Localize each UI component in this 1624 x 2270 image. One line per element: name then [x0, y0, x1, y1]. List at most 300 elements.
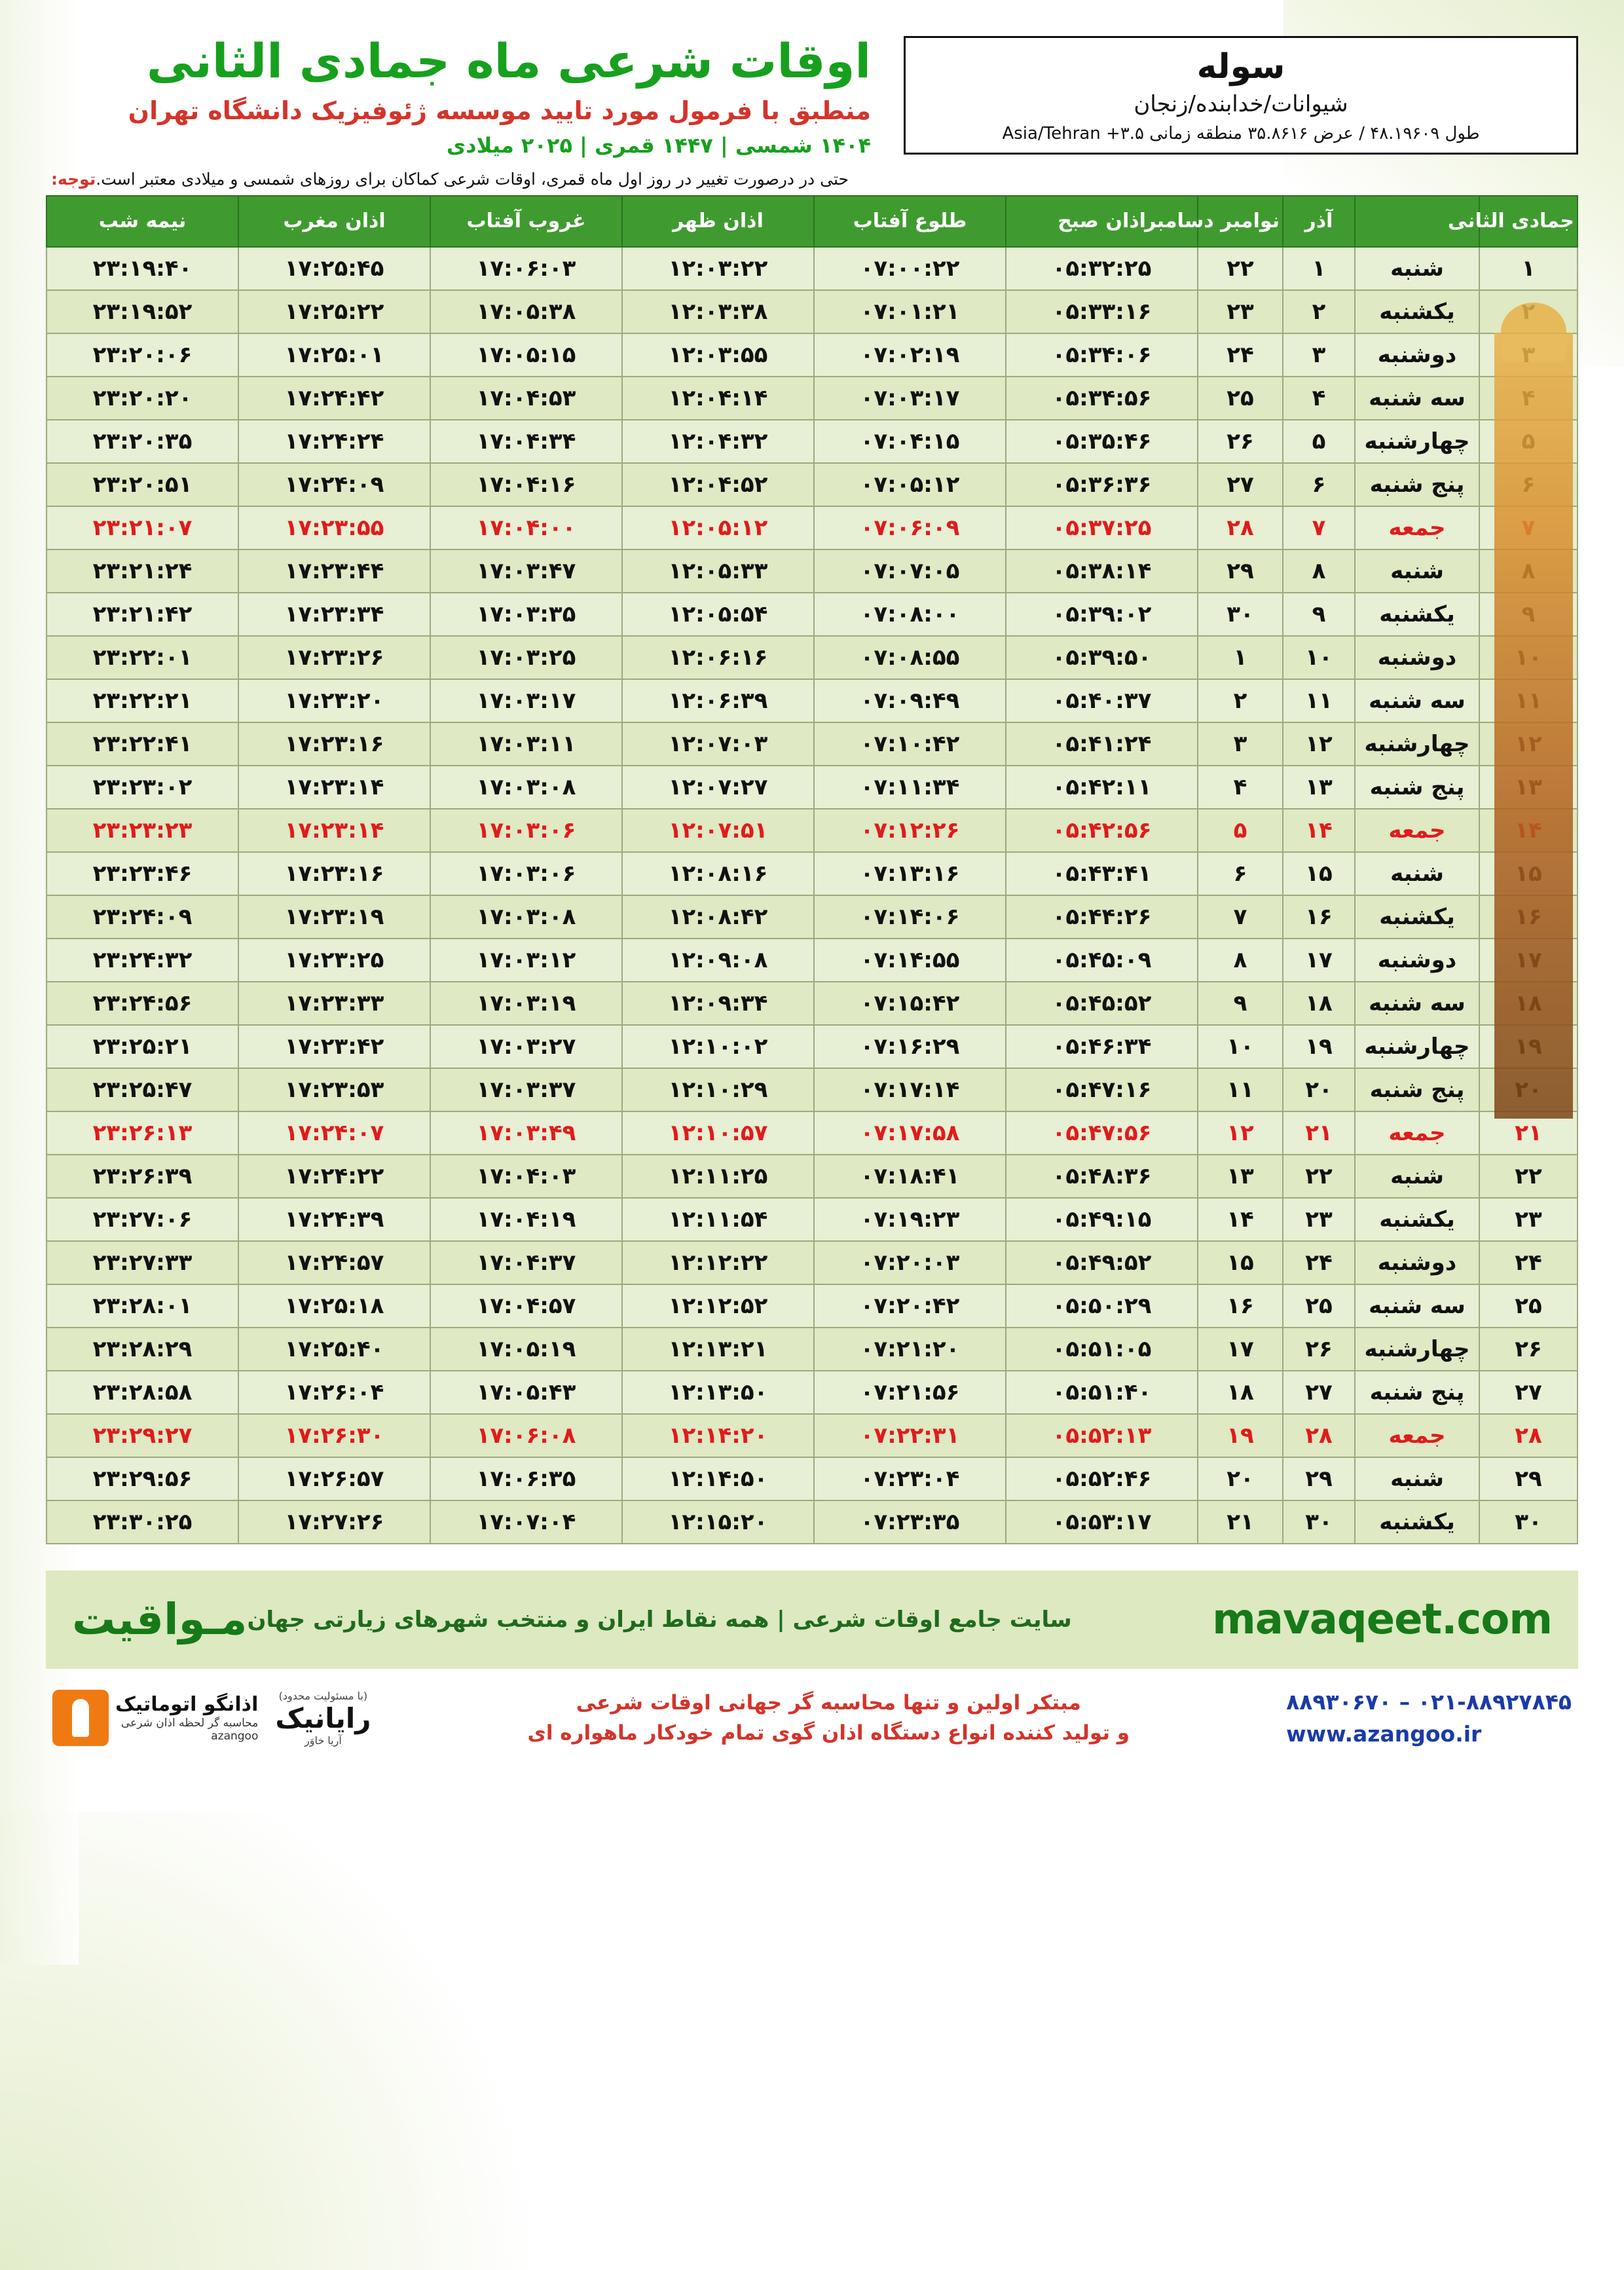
cell-maghrib: ۱۷:۲۴:۵۷: [238, 1241, 430, 1284]
table-row: [46, 636, 1578, 679]
cell-maghrib: ۱۷:۲۶:۰۴: [238, 1371, 430, 1414]
cell-weekday: شنبه: [1355, 1155, 1479, 1198]
cell-fajr: ۰۵:۴۹:۵۲: [1006, 1241, 1198, 1284]
cell-gregorian-day: ۲۵: [1198, 377, 1283, 420]
cell-sunset: ۱۷:۰۵:۱۹: [430, 1328, 622, 1371]
cell-fajr: ۰۵:۳۳:۱۶: [1006, 290, 1198, 333]
cell-azar-day: ۹: [1283, 593, 1355, 636]
table-row: [46, 679, 1578, 722]
cell-sunrise: ۰۷:۱۷:۱۴: [814, 1068, 1006, 1111]
cell-midnight: ۲۳:۲۲:۰۱: [46, 636, 238, 679]
cell-sunset: ۱۷:۰۳:۴۹: [430, 1111, 622, 1155]
cell-weekday: یکشنبه: [1355, 1198, 1479, 1241]
calendar-years: ۱۴۰۴ شمسی | ۱۴۴۷ قمری | ۲۰۲۵ میلادی: [446, 132, 871, 158]
cell-midnight: ۲۳:۲۴:۰۹: [46, 895, 238, 939]
azangoo-logo-en: azangoo: [211, 1729, 259, 1743]
cell-gregorian-day: ۲: [1198, 679, 1283, 722]
rayanik-sub2: آریا خاوَر: [304, 1734, 342, 1747]
cell-maghrib: ۱۷:۲۳:۱۹: [238, 895, 430, 939]
cell-azar-day: ۲۷: [1283, 1371, 1355, 1414]
cell-jamadi-day: ۲۸: [1479, 1414, 1578, 1457]
cell-gregorian-day: ۲۷: [1198, 463, 1283, 506]
cell-dhuhr: ۱۲:۰۴:۱۴: [622, 377, 814, 420]
cell-gregorian-day: ۱: [1198, 636, 1283, 679]
page-header: [0, 0, 1624, 158]
cell-fajr: ۰۵:۴۴:۲۶: [1006, 895, 1198, 939]
azangoo-logo: [52, 1690, 258, 1746]
footer-website[interactable]: www.azangoo.ir: [1286, 1721, 1482, 1747]
footer-description-line2: و تولید کننده انواع دستگاه اذان گوی تمام خودکار ماهواره ای: [527, 1721, 1130, 1745]
cell-maghrib: ۱۷:۲۳:۴۲: [238, 1025, 430, 1068]
cell-dhuhr: ۱۲:۰۷:۰۳: [622, 722, 814, 766]
cell-dhuhr: ۱۲:۰۴:۵۲: [622, 463, 814, 506]
cell-sunset: ۱۷:۰۳:۳۵: [430, 593, 622, 636]
table-row: [46, 1284, 1578, 1328]
cell-azar-day: ۱: [1283, 247, 1355, 290]
cell-maghrib: ۱۷:۲۴:۲۴: [238, 420, 430, 463]
cell-fajr: ۰۵:۳۹:۵۰: [1006, 636, 1198, 679]
cell-sunrise: ۰۷:۰۵:۱۲: [814, 463, 1006, 506]
cell-midnight: ۲۳:۲۹:۵۶: [46, 1457, 238, 1500]
cell-azar-day: ۱۰: [1283, 636, 1355, 679]
cell-weekday: سه شنبه: [1355, 982, 1479, 1025]
cell-azar-day: ۱۹: [1283, 1025, 1355, 1068]
cell-dhuhr: ۱۲:۱۲:۵۲: [622, 1284, 814, 1328]
cell-maghrib: ۱۷:۲۶:۳۰: [238, 1414, 430, 1457]
cell-azar-day: ۱۷: [1283, 939, 1355, 982]
cell-dhuhr: ۱۲:۰۶:۳۹: [622, 679, 814, 722]
cell-dhuhr: ۱۲:۰۸:۱۶: [622, 852, 814, 895]
cell-weekday: چهارشنبه: [1355, 1025, 1479, 1068]
cell-fajr: ۰۵:۴۳:۴۱: [1006, 852, 1198, 895]
cell-maghrib: ۱۷:۲۳:۴۴: [238, 549, 430, 593]
cell-midnight: ۲۳:۲۰:۳۵: [46, 420, 238, 463]
footer-banner: [46, 1571, 1578, 1669]
cell-sunset: ۱۷:۰۴:۰۳: [430, 1155, 622, 1198]
column-header-fajr: اذان صبح: [1006, 196, 1198, 247]
table-row: [46, 463, 1578, 506]
cell-gregorian-day: ۳: [1198, 722, 1283, 766]
cell-sunrise: ۰۷:۰۴:۱۵: [814, 420, 1006, 463]
cell-sunrise: ۰۷:۰۳:۱۷: [814, 377, 1006, 420]
cell-weekday: پنج شنبه: [1355, 1371, 1479, 1414]
cell-weekday: پنج شنبه: [1355, 463, 1479, 506]
cell-fajr: ۰۵:۴۲:۵۶: [1006, 809, 1198, 852]
cell-weekday: دوشنبه: [1355, 939, 1479, 982]
cell-midnight: ۲۳:۱۹:۴۰: [46, 247, 238, 290]
rayanik-name: رایانیک: [275, 1702, 371, 1734]
cell-weekday: چهارشنبه: [1355, 420, 1479, 463]
cell-gregorian-day: ۱۰: [1198, 1025, 1283, 1068]
cell-midnight: ۲۳:۲۵:۴۷: [46, 1068, 238, 1111]
cell-dhuhr: ۱۲:۰۴:۳۲: [622, 420, 814, 463]
cell-fajr: ۰۵:۳۸:۱۴: [1006, 549, 1198, 593]
cell-fajr: ۰۵:۴۰:۳۷: [1006, 679, 1198, 722]
cell-weekday: یکشنبه: [1355, 1500, 1479, 1544]
cell-midnight: ۲۳:۲۰:۰۶: [46, 333, 238, 377]
table-row: [46, 722, 1578, 766]
cell-azar-day: ۳۰: [1283, 1500, 1355, 1544]
cell-dhuhr: ۱۲:۱۳:۲۱: [622, 1328, 814, 1371]
cell-maghrib: ۱۷:۲۵:۴۰: [238, 1328, 430, 1371]
cell-sunset: ۱۷:۰۴:۱۶: [430, 463, 622, 506]
cell-sunrise: ۰۷:۱۷:۵۸: [814, 1111, 1006, 1155]
table-row: [46, 1457, 1578, 1500]
cell-sunrise: ۰۷:۱۱:۳۴: [814, 766, 1006, 809]
table-row: [46, 1111, 1578, 1155]
cell-weekday: دوشنبه: [1355, 333, 1479, 377]
cell-sunset: ۱۷:۰۳:۳۷: [430, 1068, 622, 1111]
table-row: [46, 852, 1578, 895]
cell-maghrib: ۱۷:۲۴:۰۹: [238, 463, 430, 506]
cell-weekday: سه شنبه: [1355, 377, 1479, 420]
cell-gregorian-day: ۷: [1198, 895, 1283, 939]
cell-fajr: ۰۵:۴۷:۵۶: [1006, 1111, 1198, 1155]
cell-gregorian-day: ۸: [1198, 939, 1283, 982]
cell-midnight: ۲۳:۲۰:۲۰: [46, 377, 238, 420]
cell-jamadi-day: ۲۶: [1479, 1328, 1578, 1371]
cell-fajr: ۰۵:۵۳:۱۷: [1006, 1500, 1198, 1544]
prayer-times-table-wrap: [0, 195, 1624, 1544]
cell-maghrib: ۱۷:۲۴:۰۷: [238, 1111, 430, 1155]
column-header-maghrib: اذان مغرب: [238, 196, 430, 247]
cell-gregorian-day: ۲۹: [1198, 549, 1283, 593]
cell-weekday: یکشنبه: [1355, 593, 1479, 636]
cell-dhuhr: ۱۲:۱۱:۲۵: [622, 1155, 814, 1198]
cell-weekday: چهارشنبه: [1355, 1328, 1479, 1371]
table-row: [46, 1025, 1578, 1068]
cell-gregorian-day: ۶: [1198, 852, 1283, 895]
cell-azar-day: ۱۲: [1283, 722, 1355, 766]
cell-sunset: ۱۷:۰۳:۲۷: [430, 1025, 622, 1068]
cell-jamadi-day: ۲۷: [1479, 1371, 1578, 1414]
cell-fajr: ۰۵:۵۲:۱۳: [1006, 1414, 1198, 1457]
cell-sunset: ۱۷:۰۵:۳۸: [430, 290, 622, 333]
cell-jamadi-day: ۱: [1479, 247, 1578, 290]
footer-description-line1: مبتکر اولین و تنها محاسبه گر جهانی اوقات شرعی: [576, 1690, 1081, 1715]
table-row: [46, 895, 1578, 939]
cell-maghrib: ۱۷:۲۳:۲۵: [238, 939, 430, 982]
column-header-dhuhr: اذان ظهر: [622, 196, 814, 247]
mosque-decoration: [1494, 333, 1573, 1119]
table-row: [46, 1155, 1578, 1198]
cell-weekday: شنبه: [1355, 852, 1479, 895]
cell-gregorian-day: ۴: [1198, 766, 1283, 809]
cell-gregorian-day: ۵: [1198, 809, 1283, 852]
cell-azar-day: ۱۶: [1283, 895, 1355, 939]
cell-azar-day: ۱۳: [1283, 766, 1355, 809]
cell-dhuhr: ۱۲:۱۰:۰۲: [622, 1025, 814, 1068]
cell-jamadi-day: ۲۴: [1479, 1241, 1578, 1284]
cell-fajr: ۰۵:۵۰:۲۹: [1006, 1284, 1198, 1328]
cell-weekday: شنبه: [1355, 247, 1479, 290]
cell-gregorian-day: ۱۸: [1198, 1371, 1283, 1414]
cell-fajr: ۰۵:۴۹:۱۵: [1006, 1198, 1198, 1241]
cell-sunrise: ۰۷:۱۲:۲۶: [814, 809, 1006, 852]
cell-weekday: شنبه: [1355, 549, 1479, 593]
cell-midnight: ۲۳:۲۸:۲۹: [46, 1328, 238, 1371]
cell-sunrise: ۰۷:۲۰:۴۲: [814, 1284, 1006, 1328]
cell-weekday: یکشنبه: [1355, 895, 1479, 939]
table-row: [46, 247, 1578, 290]
city-region: شیوانات/خدابنده/زنجان: [1134, 91, 1348, 118]
cell-fajr: ۰۵:۳۴:۰۶: [1006, 333, 1198, 377]
cell-midnight: ۲۳:۲۷:۰۶: [46, 1198, 238, 1241]
cell-weekday: چهارشنبه: [1355, 722, 1479, 766]
brand-website[interactable]: mavaqeet.com: [1212, 1595, 1552, 1644]
cell-azar-day: ۲: [1283, 290, 1355, 333]
cell-gregorian-day: ۱۱: [1198, 1068, 1283, 1111]
city-coordinates: طول ۴۸.۱۹۶۰۹ / عرض ۳۵.۸۶۱۶ منطقه زمانی ۳.۵+ Asia/Tehran: [1002, 124, 1480, 144]
cell-sunrise: ۰۷:۱۳:۱۶: [814, 852, 1006, 895]
cell-dhuhr: ۱۲:۱۰:۲۹: [622, 1068, 814, 1111]
cell-azar-day: ۱۱: [1283, 679, 1355, 722]
cell-dhuhr: ۱۲:۱۴:۵۰: [622, 1457, 814, 1500]
cell-maghrib: ۱۷:۲۴:۳۹: [238, 1198, 430, 1241]
cell-gregorian-day: ۱۹: [1198, 1414, 1283, 1457]
cell-jamadi-day: ۲۱: [1479, 1111, 1578, 1155]
cell-weekday: جمعه: [1355, 1111, 1479, 1155]
cell-maghrib: ۱۷:۲۳:۵۵: [238, 506, 430, 549]
cell-dhuhr: ۱۲:۰۷:۵۱: [622, 809, 814, 852]
cell-dhuhr: ۱۲:۰۹:۳۴: [622, 982, 814, 1025]
column-header-gregorian: نوامبر دسامبر: [1198, 196, 1283, 247]
table-row: [46, 506, 1578, 549]
cell-fajr: ۰۵:۳۷:۲۵: [1006, 506, 1198, 549]
cell-maghrib: ۱۷:۲۳:۱۴: [238, 809, 430, 852]
cell-midnight: ۲۳:۲۳:۰۲: [46, 766, 238, 809]
cell-jamadi-day: ۲۵: [1479, 1284, 1578, 1328]
cell-weekday: سه شنبه: [1355, 1284, 1479, 1328]
rayanik-sub1: (با مسئولیت محدود): [278, 1689, 368, 1702]
cell-maghrib: ۱۷:۲۳:۱۴: [238, 766, 430, 809]
page-title: اوقات شرعی ماه جمادی الثانی: [146, 33, 871, 88]
column-header-azar: آذر: [1283, 196, 1355, 247]
table-row: [46, 377, 1578, 420]
cell-sunrise: ۰۷:۲۳:۳۵: [814, 1500, 1006, 1544]
cell-sunset: ۱۷:۰۳:۰۶: [430, 852, 622, 895]
cell-fajr: ۰۵:۵۱:۰۵: [1006, 1328, 1198, 1371]
cell-sunrise: ۰۷:۱۸:۴۱: [814, 1155, 1006, 1198]
cell-sunset: ۱۷:۰۶:۰۸: [430, 1414, 622, 1457]
cell-sunset: ۱۷:۰۷:۰۴: [430, 1500, 622, 1544]
cell-azar-day: ۲۴: [1283, 1241, 1355, 1284]
cell-sunrise: ۰۷:۲۱:۲۰: [814, 1328, 1006, 1371]
cell-weekday: دوشنبه: [1355, 636, 1479, 679]
cell-gregorian-day: ۹: [1198, 982, 1283, 1025]
table-row: [46, 549, 1578, 593]
table-row: [46, 1414, 1578, 1457]
cell-fajr: ۰۵:۴۷:۱۶: [1006, 1068, 1198, 1111]
cell-sunset: ۱۷:۰۴:۵۷: [430, 1284, 622, 1328]
cell-sunset: ۱۷:۰۴:۱۹: [430, 1198, 622, 1241]
cell-sunset: ۱۷:۰۵:۴۳: [430, 1371, 622, 1414]
cell-sunrise: ۰۷:۲۱:۵۶: [814, 1371, 1006, 1414]
note-row: [0, 158, 1624, 195]
cell-dhuhr: ۱۲:۱۱:۵۴: [622, 1198, 814, 1241]
cell-sunrise: ۰۷:۰۱:۲۱: [814, 290, 1006, 333]
cell-sunrise: ۰۷:۰۸:۰۰: [814, 593, 1006, 636]
cell-maghrib: ۱۷:۲۶:۵۷: [238, 1457, 430, 1500]
cell-dhuhr: ۱۲:۱۵:۲۰: [622, 1500, 814, 1544]
cell-azar-day: ۲۱: [1283, 1111, 1355, 1155]
cell-sunrise: ۰۷:۰۰:۲۲: [814, 247, 1006, 290]
cell-azar-day: ۲۲: [1283, 1155, 1355, 1198]
cell-weekday: جمعه: [1355, 1414, 1479, 1457]
cell-midnight: ۲۳:۲۵:۲۱: [46, 1025, 238, 1068]
column-header-midnight: نیمه شب: [46, 196, 238, 247]
table-row: [46, 333, 1578, 377]
prayer-times-table: [46, 195, 1578, 1544]
cell-jamadi-day: ۲۲: [1479, 1155, 1578, 1198]
cell-weekday: جمعه: [1355, 809, 1479, 852]
table-row: [46, 1198, 1578, 1241]
table-row: [46, 1371, 1578, 1414]
cell-azar-day: ۳: [1283, 333, 1355, 377]
cell-maghrib: ۱۷:۲۳:۲۰: [238, 679, 430, 722]
cell-gregorian-day: ۲۳: [1198, 290, 1283, 333]
cell-azar-day: ۲۸: [1283, 1414, 1355, 1457]
cell-dhuhr: ۱۲:۰۷:۲۷: [622, 766, 814, 809]
cell-gregorian-day: ۲۸: [1198, 506, 1283, 549]
azangoo-logo-subtext: محاسبه گر لحظه اذان شرعی: [120, 1716, 259, 1730]
city-name: سوله: [1196, 47, 1285, 86]
table-header-row: [46, 196, 1578, 247]
cell-sunset: ۱۷:۰۳:۲۵: [430, 636, 622, 679]
cell-midnight: ۲۳:۲۸:۰۱: [46, 1284, 238, 1328]
cell-fajr: ۰۵:۴۶:۳۴: [1006, 1025, 1198, 1068]
footer-logos: [52, 1690, 371, 1747]
column-header-sunrise: طلوع آفتاب: [814, 196, 1006, 247]
cell-fajr: ۰۵:۵۱:۴۰: [1006, 1371, 1198, 1414]
brand-name-fa: مـواقیت: [72, 1594, 248, 1645]
cell-sunset: ۱۷:۰۵:۱۵: [430, 333, 622, 377]
cell-midnight: ۲۳:۲۱:۴۲: [46, 593, 238, 636]
table-row: [46, 593, 1578, 636]
cell-midnight: ۲۳:۲۳:۲۳: [46, 809, 238, 852]
brand-tagline: سایت جامع اوقات شرعی | همه نقاط ایران و منتخب شهرهای زیارتی جهان: [247, 1606, 1072, 1633]
table-row: [46, 1328, 1578, 1371]
cell-fajr: ۰۵:۳۹:۰۲: [1006, 593, 1198, 636]
cell-sunset: ۱۷:۰۴:۳۴: [430, 420, 622, 463]
cell-azar-day: ۴: [1283, 377, 1355, 420]
cell-dhuhr: ۱۲:۰۸:۴۲: [622, 895, 814, 939]
cell-dhuhr: ۱۲:۱۲:۲۲: [622, 1241, 814, 1284]
cell-midnight: ۲۳:۲۱:۰۷: [46, 506, 238, 549]
cell-sunset: ۱۷:۰۴:۳۷: [430, 1241, 622, 1284]
cell-sunrise: ۰۷:۱۰:۴۲: [814, 722, 1006, 766]
column-header-sunset: غروب آفتاب: [430, 196, 622, 247]
cell-maghrib: ۱۷:۲۳:۱۶: [238, 852, 430, 895]
cell-maghrib: ۱۷:۲۳:۳۴: [238, 593, 430, 636]
cell-gregorian-day: ۲۴: [1198, 333, 1283, 377]
cell-gregorian-day: ۲۶: [1198, 420, 1283, 463]
cell-fajr: ۰۵:۳۶:۳۶: [1006, 463, 1198, 506]
cell-azar-day: ۱۵: [1283, 852, 1355, 895]
cell-gregorian-day: ۲۱: [1198, 1500, 1283, 1544]
cell-midnight: ۲۳:۲۸:۵۸: [46, 1371, 238, 1414]
cell-azar-day: ۱۸: [1283, 982, 1355, 1025]
cell-midnight: ۲۳:۲۶:۱۳: [46, 1111, 238, 1155]
cell-sunset: ۱۷:۰۳:۰۶: [430, 809, 622, 852]
cell-azar-day: ۷: [1283, 506, 1355, 549]
table-row: [46, 1068, 1578, 1111]
cell-midnight: ۲۳:۲۰:۵۱: [46, 463, 238, 506]
table-row: [46, 809, 1578, 852]
cell-sunrise: ۰۷:۱۴:۰۶: [814, 895, 1006, 939]
cell-dhuhr: ۱۲:۰۵:۱۲: [622, 506, 814, 549]
cell-gregorian-day: ۱۴: [1198, 1198, 1283, 1241]
page-footer: [0, 1571, 1624, 1751]
cell-gregorian-day: ۱۶: [1198, 1284, 1283, 1328]
cell-gregorian-day: ۱۵: [1198, 1241, 1283, 1284]
cell-midnight: ۲۳:۲۶:۳۹: [46, 1155, 238, 1198]
cell-fajr: ۰۵:۴۵:۵۲: [1006, 982, 1198, 1025]
cell-fajr: ۰۵:۴۱:۲۴: [1006, 722, 1198, 766]
cell-sunset: ۱۷:۰۳:۴۷: [430, 549, 622, 593]
cell-weekday: یکشنبه: [1355, 290, 1479, 333]
cell-azar-day: ۸: [1283, 549, 1355, 593]
cell-sunset: ۱۷:۰۶:۳۵: [430, 1457, 622, 1500]
footer-description: [527, 1688, 1130, 1749]
cell-weekday: پنج شنبه: [1355, 1068, 1479, 1111]
cell-midnight: ۲۳:۲۴:۵۶: [46, 982, 238, 1025]
cell-maghrib: ۱۷:۲۷:۲۶: [238, 1500, 430, 1544]
cell-sunset: ۱۷:۰۶:۰۳: [430, 247, 622, 290]
cell-midnight: ۲۳:۲۷:۳۳: [46, 1241, 238, 1284]
cell-sunrise: ۰۷:۲۲:۳۱: [814, 1414, 1006, 1457]
cell-sunset: ۱۷:۰۳:۱۲: [430, 939, 622, 982]
table-row: [46, 982, 1578, 1025]
cell-gregorian-day: ۲۰: [1198, 1457, 1283, 1500]
cell-fajr: ۰۵:۴۸:۳۶: [1006, 1155, 1198, 1198]
cell-midnight: ۲۳:۲۳:۴۶: [46, 852, 238, 895]
cell-sunset: ۱۷:۰۳:۱۹: [430, 982, 622, 1025]
cell-azar-day: ۲۰: [1283, 1068, 1355, 1111]
cell-weekday: پنج شنبه: [1355, 766, 1479, 809]
cell-maghrib: ۱۷:۲۵:۰۱: [238, 333, 430, 377]
cell-dhuhr: ۱۲:۱۳:۵۰: [622, 1371, 814, 1414]
table-row: [46, 290, 1578, 333]
city-info-box: [904, 36, 1578, 155]
cell-sunrise: ۰۷:۲۳:۰۴: [814, 1457, 1006, 1500]
cell-jamadi-day: ۳۰: [1479, 1500, 1578, 1544]
cell-maghrib: ۱۷:۲۳:۱۶: [238, 722, 430, 766]
cell-weekday: شنبه: [1355, 1457, 1479, 1500]
cell-fajr: ۰۵:۳۴:۵۶: [1006, 377, 1198, 420]
cell-dhuhr: ۱۲:۰۳:۳۸: [622, 290, 814, 333]
cell-dhuhr: ۱۲:۰۹:۰۸: [622, 939, 814, 982]
cell-sunset: ۱۷:۰۴:۵۳: [430, 377, 622, 420]
cell-sunset: ۱۷:۰۳:۰۸: [430, 766, 622, 809]
footer-phone: ۰۲۱-۸۸۹۲۷۸۴۵ – ۸۸۹۳۰۶۷۰: [1286, 1688, 1572, 1715]
cell-dhuhr: ۱۲:۰۳:۵۵: [622, 333, 814, 377]
cell-midnight: ۲۳:۲۲:۲۱: [46, 679, 238, 722]
cell-sunset: ۱۷:۰۳:۰۸: [430, 895, 622, 939]
cell-midnight: ۲۳:۲۲:۴۱: [46, 722, 238, 766]
cell-fajr: ۰۵:۴۵:۰۹: [1006, 939, 1198, 982]
cell-sunrise: ۰۷:۰۹:۴۹: [814, 679, 1006, 722]
cell-midnight: ۲۳:۲۹:۲۷: [46, 1414, 238, 1457]
cell-sunrise: ۰۷:۰۶:۰۹: [814, 506, 1006, 549]
cell-maghrib: ۱۷:۲۴:۲۲: [238, 1155, 430, 1198]
title-block: [46, 33, 877, 158]
cell-sunrise: ۰۷:۰۸:۵۵: [814, 636, 1006, 679]
cell-midnight: ۲۳:۱۹:۵۲: [46, 290, 238, 333]
cell-fajr: ۰۵:۳۲:۲۵: [1006, 247, 1198, 290]
cell-maghrib: ۱۷:۲۵:۱۸: [238, 1284, 430, 1328]
page-subtitle: منطبق با فرمول مورد تایید موسسه ژئوفیزیک دانشگاه تهران: [128, 96, 871, 125]
